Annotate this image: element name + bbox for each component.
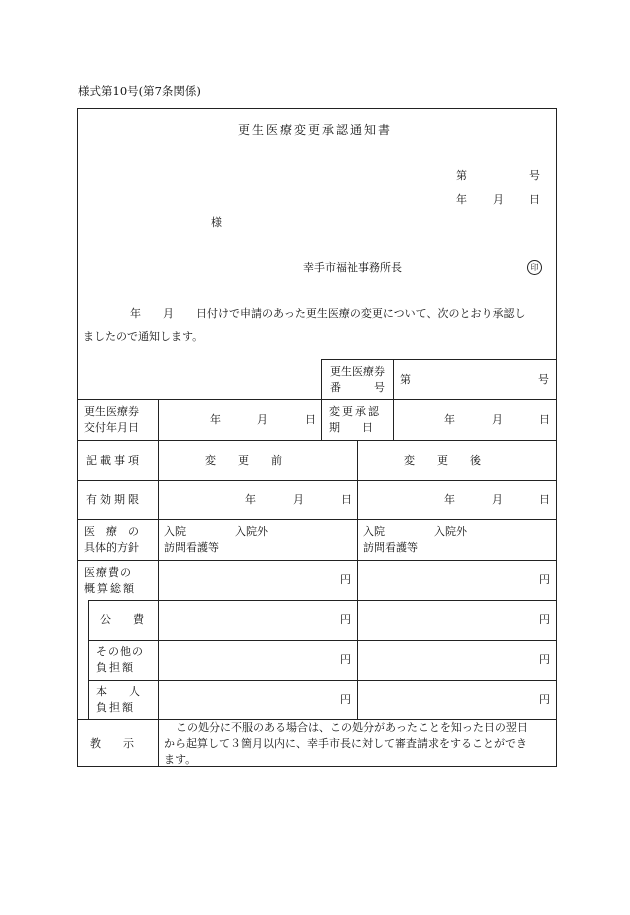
policy-before-home-nursing: 訪問看護等 <box>164 541 219 554</box>
notice-text-line3: ます。 <box>164 753 197 766</box>
validity-label: 有効期限 <box>86 493 142 506</box>
body-text-line2: ましたので通知します。 <box>83 330 204 343</box>
ticket-issue-day: 日 <box>305 413 316 426</box>
other-burden-label: その他の <box>96 645 144 658</box>
policy-before-outpatient: 入院外 <box>235 525 268 538</box>
form-number-label: 様式第10号(第7条関係) <box>78 84 201 98</box>
total-cost-label: 医療費の <box>84 566 132 579</box>
approval-date-label-2: 期 日 <box>329 421 373 434</box>
ticket-issue-month: 月 <box>257 413 268 426</box>
ticket-issue-date-label: 更生医療券 <box>84 405 139 418</box>
ticket-issue-date-label-2: 交付年月日 <box>84 421 139 434</box>
treatment-policy-label: 医 療 の <box>84 525 139 538</box>
issue-date-year: 年 <box>456 193 467 206</box>
other-burden-label-2: 負担額 <box>96 661 135 674</box>
validity-before-month: 月 <box>293 493 304 506</box>
ticket-number-suffix: 号 <box>538 373 549 386</box>
ticket-number-prefix: 第 <box>400 373 411 386</box>
total-cost-after-yen: 円 <box>539 573 550 586</box>
ticket-number-label-2: 番 号 <box>330 381 385 394</box>
after-change-header: 変 更 後 <box>404 454 481 467</box>
seal-mark: 印 <box>527 260 542 275</box>
notice-text-line1: この処分に不服のある場合は、この処分があったことを知った日の翌日 <box>176 721 528 734</box>
self-burden-label-2: 負担額 <box>96 701 135 714</box>
doc-number-suffix: 号 <box>529 169 540 182</box>
public-funds-after-yen: 円 <box>539 613 550 626</box>
addressee-suffix: 様 <box>211 216 222 229</box>
validity-before-day: 日 <box>341 493 352 506</box>
doc-number-prefix: 第 <box>456 169 467 182</box>
policy-after-outpatient: 入院外 <box>434 525 467 538</box>
approval-date-label: 変更承認 <box>329 405 381 418</box>
ticket-number-label: 更生医療券 <box>330 365 385 378</box>
issue-date-day: 日 <box>529 193 540 206</box>
approval-year: 年 <box>444 413 455 426</box>
notice-label: 教 示 <box>90 737 134 750</box>
item-column-header: 記載事項 <box>86 454 142 467</box>
total-cost-before-yen: 円 <box>340 573 351 586</box>
validity-after-day: 日 <box>539 493 550 506</box>
validity-after-month: 月 <box>492 493 503 506</box>
policy-after-home-nursing: 訪問看護等 <box>363 541 418 554</box>
public-funds-label: 公 費 <box>100 613 144 626</box>
document-title: 更生医療変更承認通知書 <box>237 123 392 137</box>
body-text-line1: 年 月 日付けで申請のあった更生医療の変更について、次のとおり承認し <box>130 307 526 320</box>
policy-before-inpatient: 入院 <box>164 525 186 538</box>
approval-day: 日 <box>539 413 550 426</box>
treatment-policy-label-2: 具体的方針 <box>84 541 139 554</box>
ticket-issue-year: 年 <box>210 413 221 426</box>
notice-text-line2: から起算して３箇月以内に、幸手市長に対して審査請求をすることができ <box>164 737 527 750</box>
issuer-name: 幸手市福祉事務所長 <box>303 261 402 274</box>
self-burden-before-yen: 円 <box>340 693 351 706</box>
total-cost-label-2: 概算総額 <box>84 582 136 595</box>
validity-after-year: 年 <box>444 493 455 506</box>
self-burden-after-yen: 円 <box>539 693 550 706</box>
validity-before-year: 年 <box>245 493 256 506</box>
approval-month: 月 <box>492 413 503 426</box>
issue-date-month: 月 <box>493 193 504 206</box>
public-funds-before-yen: 円 <box>340 613 351 626</box>
policy-after-inpatient: 入院 <box>363 525 385 538</box>
before-change-header: 変 更 前 <box>205 454 282 467</box>
other-burden-before-yen: 円 <box>340 653 351 666</box>
self-burden-label: 本 人 <box>96 685 140 698</box>
other-burden-after-yen: 円 <box>539 653 550 666</box>
